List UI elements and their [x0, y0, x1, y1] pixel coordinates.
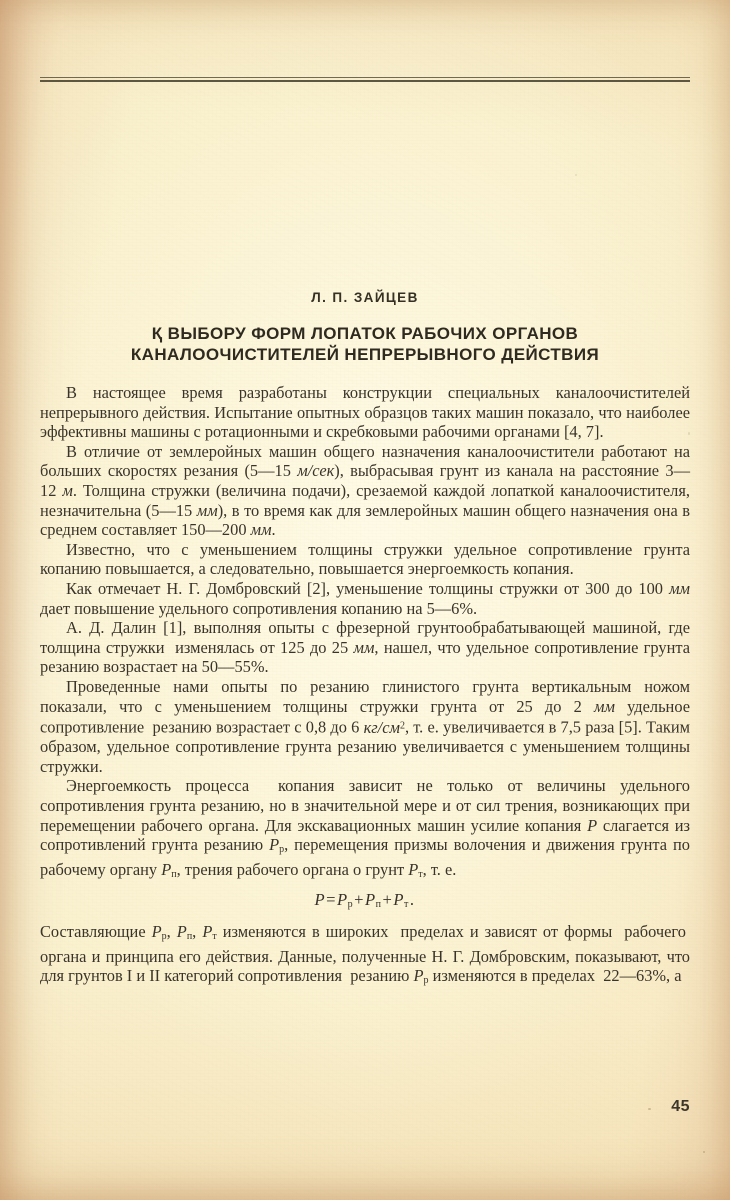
paragraph-5: А. Д. Далин [1], выполняя опыты с фрезерной грунтообрабатывающей машиной, где толщина стружки изменялась от 125 до 25 мм, нашел, что удельное сопротивление грунта резанию возрастает на 50—55%.	[40, 618, 690, 677]
author-name: Л. П. ЗАЙЦЕВ	[311, 290, 419, 305]
article-title-line-2: КАНАЛООЧИСТИТЕЛЕЙ НЕПРЕРЫВНОГО ДЕЙСТВИЯ	[130, 345, 600, 364]
paragraph-8: Составляющие $P_р$, $P_п$, $P_т$ изменяются в широких пределах и зависят от формы рабочего органа и принципа его действия. Данные, полученные Н. Г. Домбровским, показывают, что для грунтов I и II категорий сопротивления резанию $P_р$ изменяются в пределах 22—63%, а	[40, 921, 691, 987]
equation-period: .	[409, 889, 415, 909]
equation-term-1-subscript: р	[347, 898, 354, 910]
paragraph-4: Как отмечает Н. Г. Домбровский [2], уменьшение толщины стружки от 300 до 100 мм дает повышение удельного сопротивления копанию на 5—6%.	[40, 578, 690, 618]
equation-equals-sign: =	[326, 889, 336, 909]
text-column	[40, 0, 690, 991]
paragraph-7: Энергоемкость процесса копания зависит не только от величины удельного сопротивления грунта резанию, но в значительной мере и от сил трения, возникающих при перемещении рабочего органа. Для экскавационных машин усилие копания P слагается из сопротивлений грунта резанию $P_р$, перемещения призмы волочения и движения грунта по рабочему органу $P_п$, трения рабочего органа о грунт $P_т$, т. е.	[40, 776, 691, 881]
scan-speck	[703, 1151, 705, 1153]
equation-term-1: P	[336, 889, 348, 909]
equation-total-digging-force	[40, 889, 690, 916]
scan-speck	[648, 1108, 651, 1110]
equation-left-term: P	[314, 889, 326, 909]
paragraph-2: В отличие от землеройных машин общего назначения каналоочистители работают на больших скоростях резания (5—15 м/сек), выбрасывая грунт из канала на расстояние 3—12 м. Толщина стружки (величина подачи), срезаемой каждой лопаткой каналоочистителя, незначительна (5—15 мм), в то время как для землеройных машин общего назначения она в среднем составляет 150—200 мм.	[40, 441, 690, 540]
equation-term-2-subscript: п	[375, 898, 382, 910]
equation-term-2: P	[364, 889, 376, 909]
article-title	[40, 323, 690, 365]
paragraph-3: Известно, что с уменьшением толщины стружки удельное сопротивление грунта копанию повышается, а следовательно, повышается энергоемкость копания.	[40, 539, 690, 579]
equation-plus-2: +	[382, 889, 393, 909]
equation-plus-1: +	[354, 889, 364, 909]
paragraph-6: Проведенные нами опыты по резанию глинистого грунта вертикальным ножом показали, что с уменьшением толщины стружки грунта от 25 до 2 мм удельное сопротивление резанию возрастает с 0,8 до 6 $кг/см^2$, т. е. увеличивается в 7,5 раза [5]. Таким образом, удельное сопротивление грунта резанию увеличивается с уменьшением толщины стружки.	[40, 676, 691, 776]
page-number: 45	[671, 1098, 690, 1115]
equation-term-3-subscript: т	[403, 898, 409, 910]
article-body	[40, 383, 690, 991]
equation-term-3: P	[393, 889, 404, 909]
article-title-line-1: Қ ВЫБОРУ ФОРМ ЛОПАТОК РАБОЧИХ ОРГАНОВ	[151, 324, 579, 343]
paragraph-1: В настоящее время разработаны конструкции специальных каналоочистителей непрерывного действия. Испытание опытных образцов таких машин показало, что наиболее эффективны машины с ротационными и скребковыми рабочими органами [4, 7].	[40, 383, 690, 442]
